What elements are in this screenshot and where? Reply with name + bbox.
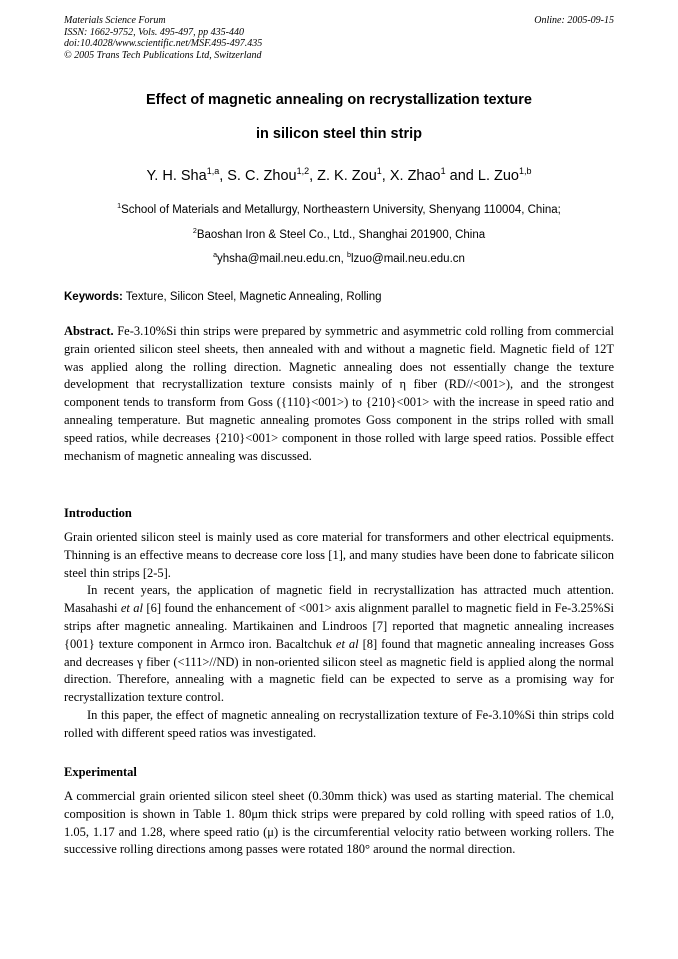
email-a: yhsha@mail.neu.edu.cn, xyxy=(217,253,347,265)
abstract xyxy=(64,323,614,465)
intro-paragraph-2 xyxy=(64,582,614,707)
keywords-label: Keywords: xyxy=(64,291,123,303)
intro-paragraph-1: Grain oriented silicon steel is mainly used as core material for transformers and other electrical equipments. Thinning is an effective means to decrease core loss [1], and many studies have been done to fabricate silicon steel thin strips [2-5]. xyxy=(64,530,614,580)
intro-p2-part-1: In recent years, the application of magnetic field in recrystallization has attracted much attention. Masahashi xyxy=(64,583,614,616)
copyright-line: © 2005 Trans Tech Publications Ltd, Switzerland xyxy=(64,49,262,61)
author-affiliation-mark: 1 xyxy=(376,166,382,177)
affiliation-mark: 1 xyxy=(117,202,122,211)
author-affiliation-mark: 1,2 xyxy=(296,166,310,177)
doi-line: doi:10.4028/www.scientific.net/MSF.495-497.435 xyxy=(64,38,263,49)
author-affiliation-mark: 1 xyxy=(440,166,446,177)
journal-name: Materials Science Forum xyxy=(64,15,166,26)
keywords-line xyxy=(64,291,614,303)
author-separator: , xyxy=(219,168,228,184)
affiliation-text: Baoshan Iron & Steel Co., Ltd., Shanghai 201900, China xyxy=(196,229,486,241)
author-separator: , xyxy=(381,168,390,184)
author-name: L. Zuo xyxy=(477,168,519,184)
email-mark: a xyxy=(213,251,218,260)
affiliation-text: School of Materials and Metallurgy, Northeastern University, Shenyang 110004, China; xyxy=(121,204,561,216)
experimental-paragraph-1: A commercial grain oriented silicon steel sheet (0.30mm thick) was used as starting material. The chemical composition is shown in Table 1. 80μm thick strips were prepared by cold rolling with speed ratios of 1.0, 1.05, 1.17 and 1.28, where speed ratio (μ) is the circumferential velocity ratio between working rollers. The successive rolling directions among passes were rotated 180° around the normal direction. xyxy=(64,789,614,857)
author-name: Z. K. Zou xyxy=(317,168,377,184)
introduction-heading: Introduction xyxy=(64,506,132,520)
experimental-body xyxy=(64,788,614,859)
author-name: Y. H. Sha xyxy=(146,168,207,184)
affiliation-1 xyxy=(64,204,614,216)
et-al: et al xyxy=(335,636,359,651)
author-emails xyxy=(64,253,614,265)
paper-title-line-1: Effect of magnetic annealing on recrystallization texture xyxy=(146,92,532,108)
author-name: S. C. Zhou xyxy=(227,168,297,184)
intro-paragraph-3: In this paper, the effect of magnetic annealing on recrystallization texture of Fe-3.10%Si thin strips cold rolled with different speed ratios was investigated. xyxy=(64,707,614,740)
issn-line: ISSN: 1662-9752, Vols. 495-497, pp 435-440 xyxy=(64,26,244,38)
author-list xyxy=(64,168,614,184)
abstract-text: Fe-3.10%Si thin strips were prepared by symmetric and asymmetric cold rolling from commercial grain oriented silicon steel sheets, then annealed with and without a magnetic field. Magnetic field of 12T was applied along the rolling direction. Magnetic annealing does not essentially change the texture development that recrystallization texture consists mainly of η fiber (RD//<001>), and the strongest component tends to transform from Goss ({110}<001>) to {210}<001> with the increase in speed ratio and annealing temperature. But magnetic annealing promotes Goss component in the strips rolled with small speed ratios, while decreases {210}<001> component in those rolled with large speed ratios. Possible effect mechanism of magnetic annealing was discussed. xyxy=(64,324,614,463)
et-al: et al xyxy=(120,601,144,616)
author-separator: and xyxy=(445,168,478,184)
introduction-body xyxy=(64,529,614,743)
online-date: Online: 2005-09-15 xyxy=(534,15,614,26)
author-name: X. Zhao xyxy=(389,168,441,184)
intro-p2-part-3: [8] found that magnetic annealing increases Goss and decreases γ fiber (<111>//ND) in non-oriented silicon steel as magnetic field is applied along the normal direction. Therefore, annealing with a magnetic field can be expected to serve as a promising way for recrystallization texture control. xyxy=(64,636,614,705)
paper-title-line-2: in silicon steel thin strip xyxy=(256,126,422,142)
experimental-heading: Experimental xyxy=(64,765,137,779)
affiliation-mark: 2 xyxy=(192,227,197,236)
author-affiliation-mark: 1,b xyxy=(518,166,532,177)
author-affiliation-mark: 1,a xyxy=(206,166,220,177)
intro-p2-part-2: [6] found the enhancement of <001> axis alignment parallel to magnetic field in Fe-3.25%Si strips after magnetic annealing. Martikainen and Lindroos [7] reported that magnetic annealing increases {001} texture component in Armco iron. Bacaltchuk xyxy=(64,601,614,651)
affiliation-2 xyxy=(64,229,614,241)
keywords-text: Texture, Silicon Steel, Magnetic Annealing, Rolling xyxy=(122,291,382,303)
journal-header xyxy=(64,15,262,61)
email-b: lzuo@mail.neu.edu.cn xyxy=(350,253,465,265)
abstract-label: Abstract. xyxy=(64,324,114,338)
email-mark: b xyxy=(346,251,351,260)
author-separator: , xyxy=(309,168,318,184)
